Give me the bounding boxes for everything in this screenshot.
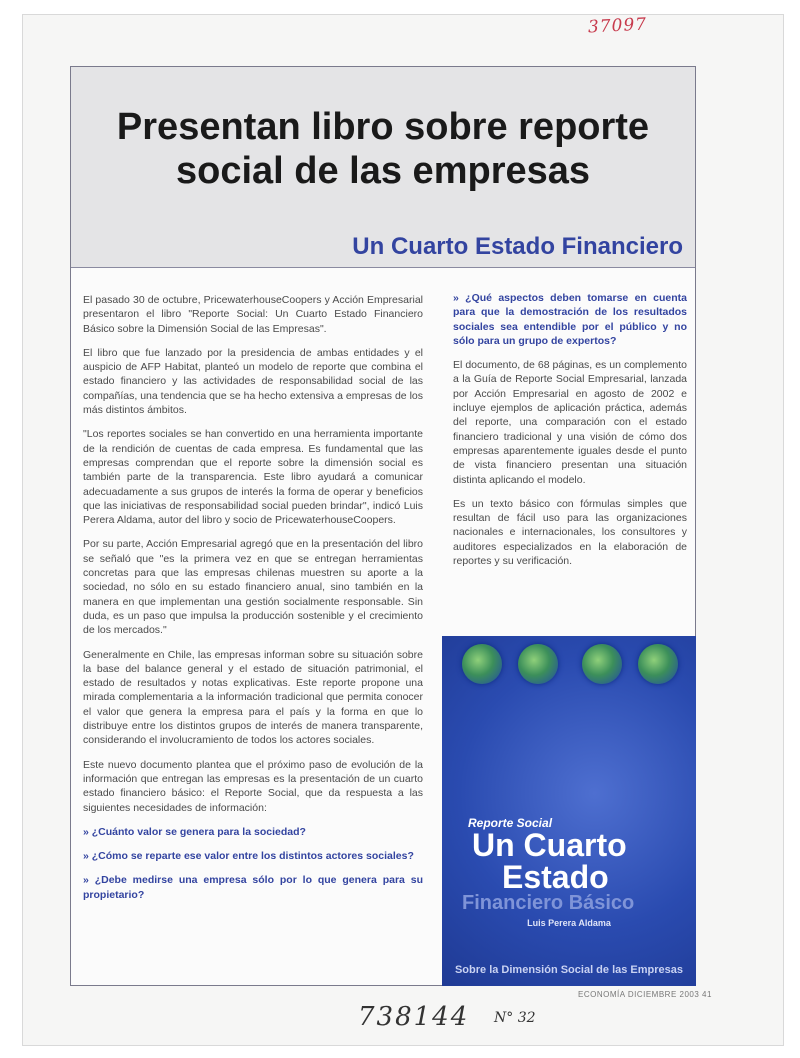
book-title-line-2: Estado bbox=[502, 859, 609, 895]
paragraph: Es un texto básico con fórmulas simples que resultan de fácil uso para las organizaciones nacionales e internacionales, los consultores y auditores especializados en la elaboración de reportes y su verificación. bbox=[453, 497, 687, 568]
paragraph: Por su parte, Acción Empresarial agregó que en la presentación del libro se señaló que "es la primera vez en que se entregan herramientas concretas para que las empresas chilenas muestren su aporte a la sociedad, no sólo en su estado financiero anual, sino también en la manera en que implementan una gestión socialmente responsable. Sin duda, es un paso que impulsa la producción sostenible y el crecimiento de los mercados." bbox=[83, 538, 423, 637]
globe-icon bbox=[638, 644, 678, 684]
paragraph: El libro que fue lanzado por la presidencia de ambas entidades y el auspicio de AFP Habitat, planteó un modelo de reporte que combina el estado financiero y las actividades de responsabilidad social de las compañías, una tendencia que se ha hecho extensiva a empresas de los más distintos ámbitos. bbox=[83, 346, 423, 417]
book-cover-image bbox=[442, 636, 696, 986]
article-title bbox=[71, 105, 695, 193]
book-series-label: Reporte Social bbox=[468, 816, 553, 830]
paragraph: Generalmente en Chile, las empresas informan sobre su situación sobre la base del balance general y el estado de situación patrimonial, el estado de resultados y notas explicativas. Este reporte propone una mirada complementaria a la información tradicional que permita conocer el valor que genera la empresa para el país y la forma en que lo distribuye entre los distintos grupos de interés de manera transparente, considerando el involucramiento de todos los actores sociales. bbox=[83, 648, 423, 747]
page-info: ECONOMÍA DICIEMBRE 2003 41 bbox=[578, 990, 712, 999]
paragraph: El pasado 30 de octubre, PricewaterhouseCoopers y Acción Empresarial presentaron el libro "Reporte Social: Un Cuarto Estado Financiero Básico sobre la Dimensión Social de las Empresas". bbox=[83, 294, 423, 335]
bullet-item: » ¿Debe medirse una empresa sólo por lo que genera para su propietario? bbox=[83, 874, 423, 901]
article-header bbox=[71, 67, 695, 268]
book-cover-background bbox=[442, 636, 696, 986]
title-line-2: social de las empresas bbox=[175, 150, 591, 192]
title-line-1: Presentan libro sobre reporte bbox=[116, 106, 650, 148]
left-column bbox=[83, 293, 423, 912]
handwritten-number: N° 32 bbox=[494, 1010, 536, 1026]
globe-icon bbox=[582, 644, 622, 684]
book-author: Luis Perera Aldama bbox=[527, 918, 611, 928]
handwritten-code-top: 37097 bbox=[587, 14, 648, 38]
paragraph: El documento, de 68 páginas, es un complemento a la Guía de Reporte Social Empresarial, lanzada por Acción Empresarial en agosto de 2002 e incluye ejemplos de aplicación práctica, además del reporte, una comparación con el estado financiero tradicional y una visión de cómo dos empresas aparentemente iguales desde el punto de vista financiero presentan una situación distinta aplicando el modelo. bbox=[453, 359, 687, 486]
paragraph: "Los reportes sociales se han convertido en una herramienta importante de la rendición de cuentas de cada empresa. Es fundamental que las empresas comprendan que el reporte sobre la dimensión social es también parte de la transparencia. Este libro ayudará a comunicar adecuadamente a sus grupos de interés la forma de operar y beneficios que las iniciativas de responsabilidad social pueden brindar", indicó Luis Perera Aldama, autor del libro y socio de PricewaterhouseCoopers. bbox=[83, 428, 423, 527]
book-title-line-1: Un Cuarto bbox=[472, 827, 627, 863]
globe-icon bbox=[518, 644, 558, 684]
bullet-item: » ¿Cuánto valor se genera para la sociedad? bbox=[83, 825, 306, 838]
right-column bbox=[453, 291, 687, 578]
globe-icon bbox=[462, 644, 502, 684]
article-subtitle: Un Cuarto Estado Financiero bbox=[352, 233, 683, 260]
handwritten-code-bottom: 738144 bbox=[358, 1002, 470, 1032]
paragraph: Este nuevo documento plantea que el próximo paso de evolución de la información que entregan las empresas es la presentación de un cuarto estado financiero básico: el Reporte Social, que da respuesta a las siguientes necesidades de información: bbox=[83, 758, 423, 814]
bullet-item: » ¿Cómo se reparte ese valor entre los distintos actores sociales? bbox=[83, 850, 414, 863]
book-footer: Sobre la Dimensión Social de las Empresas bbox=[454, 964, 684, 976]
book-title-line-3: Financiero Básico bbox=[462, 892, 635, 914]
bullet-question: » ¿Qué aspectos deben tomarse en cuenta para que la demostración de los resultados sociales sea entendible por el público y no sólo para un grupo de expertos? bbox=[453, 292, 687, 347]
